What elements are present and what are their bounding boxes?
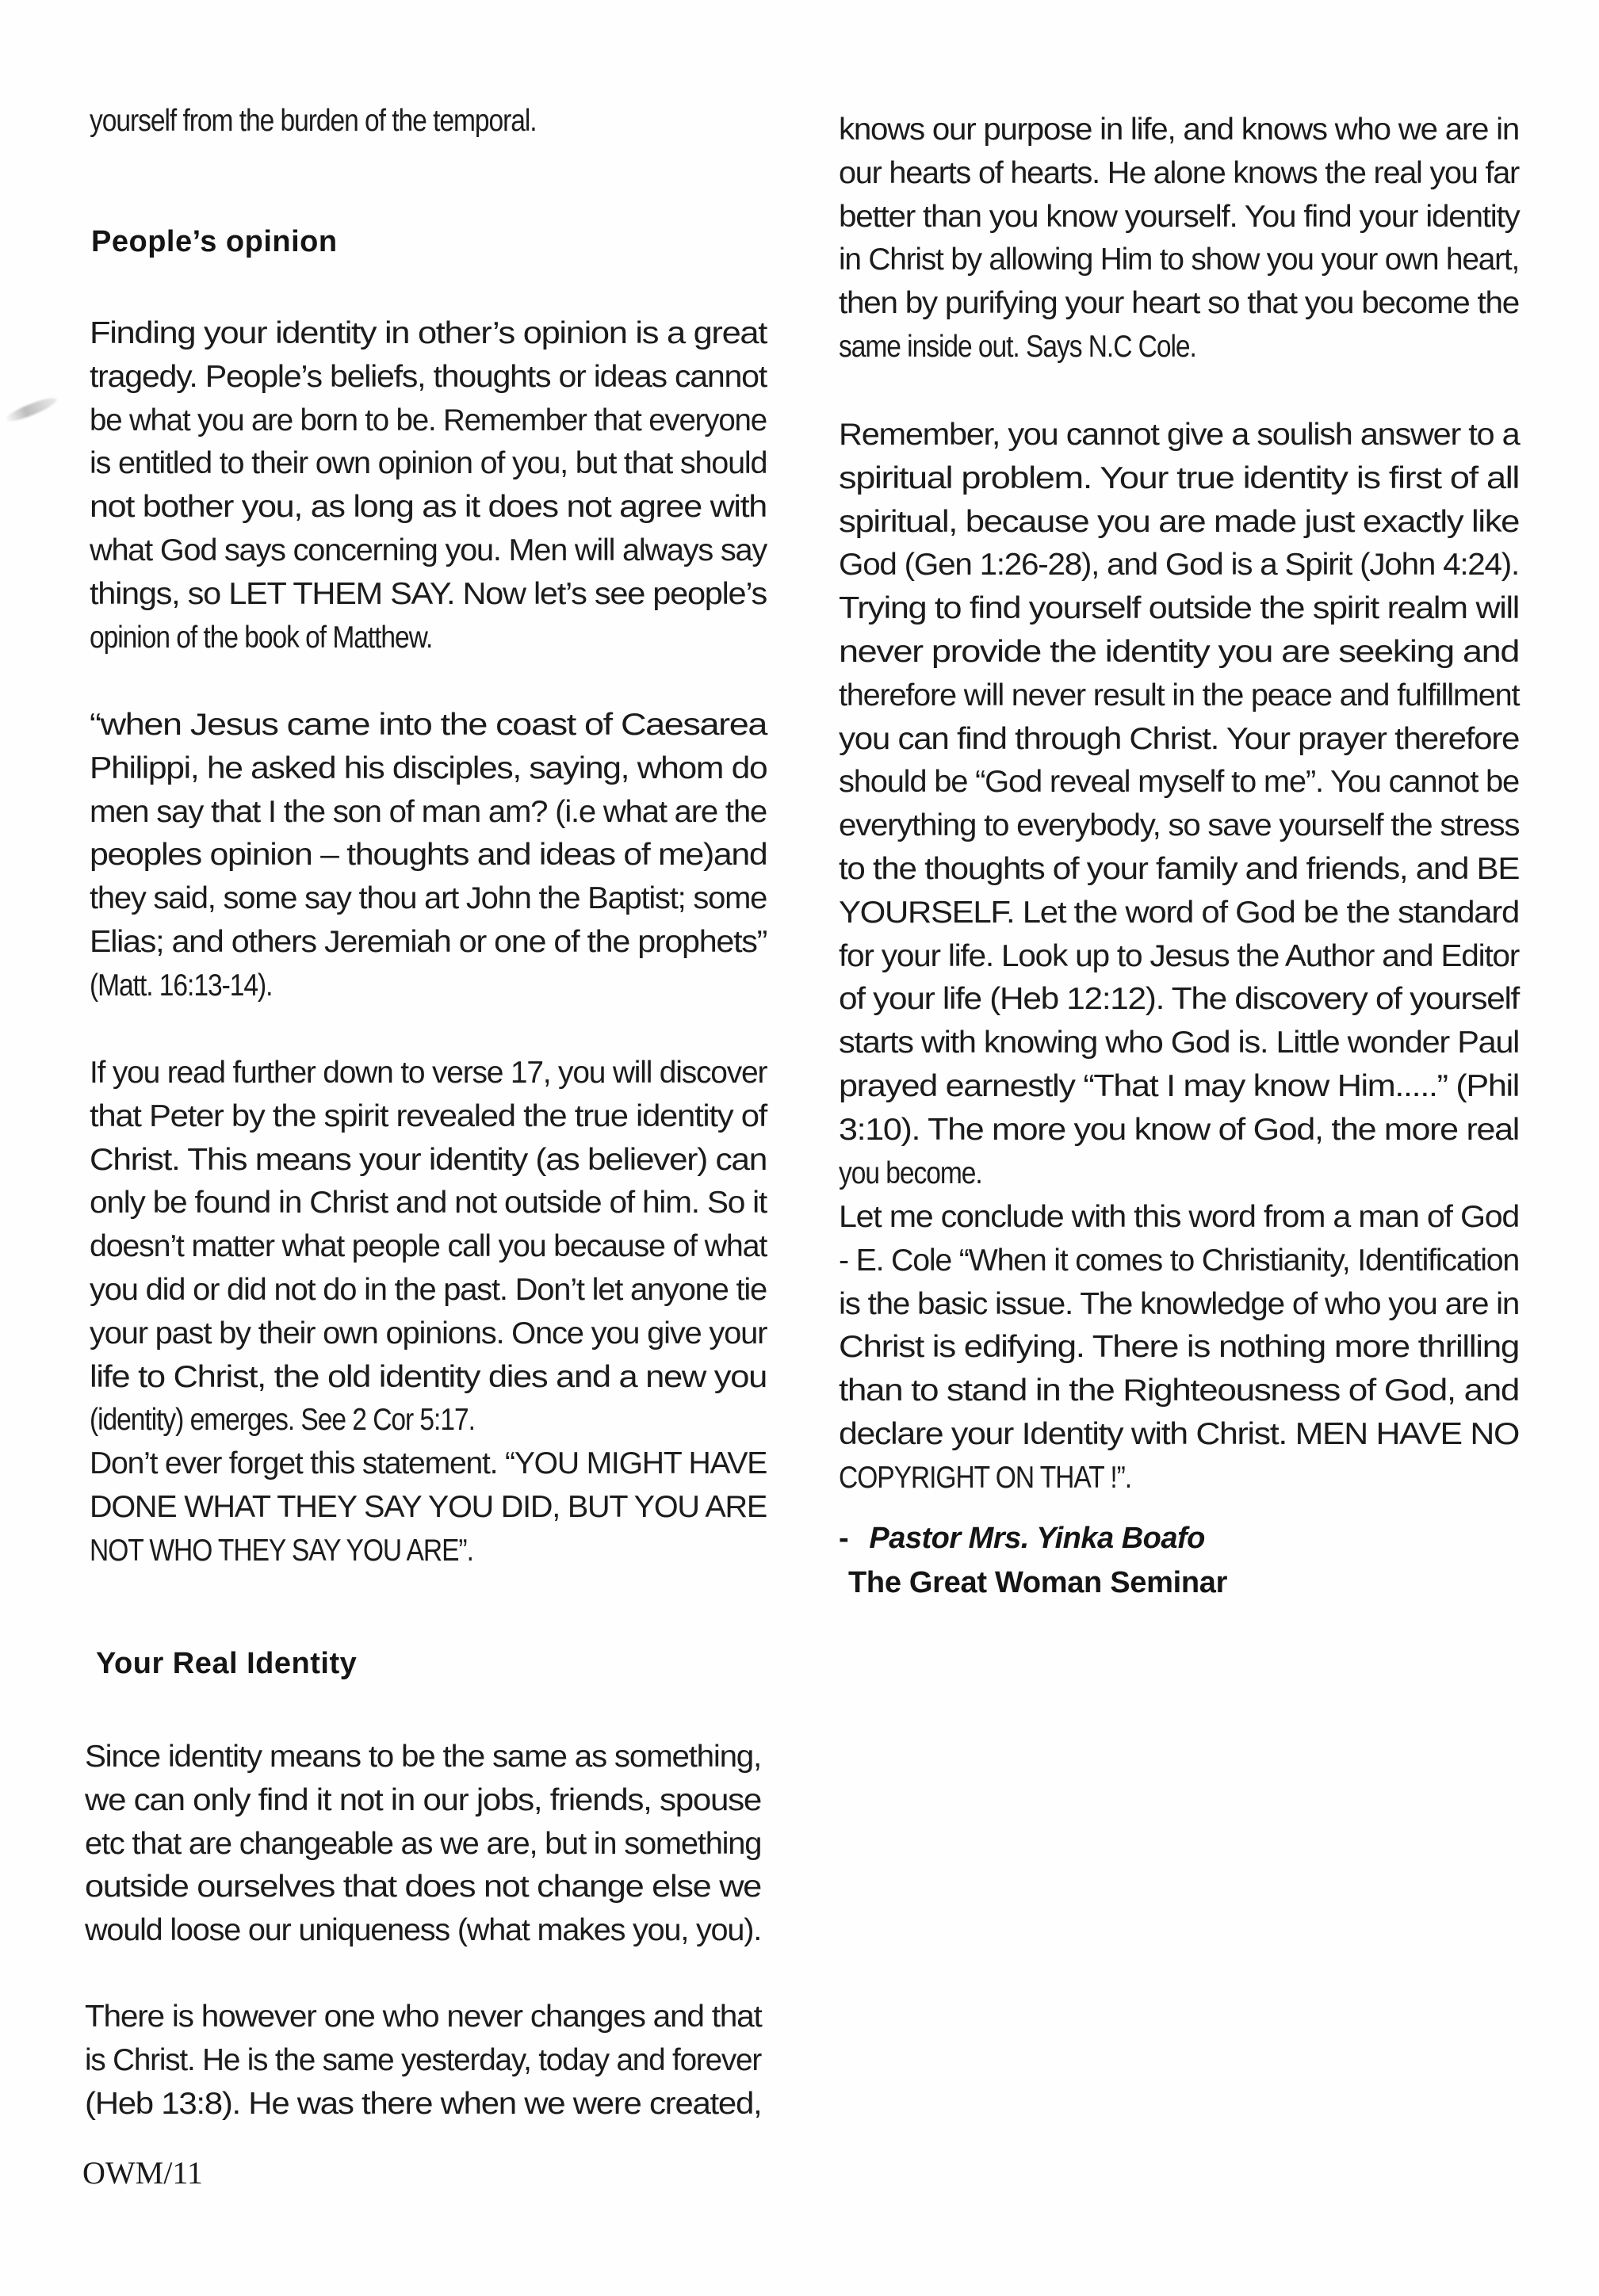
paragraph-peoples-opinion-2 [90,704,767,1008]
text-line: they said, some say thou art John the Baptist; some [90,881,767,916]
text-line: life to Christ, the old identity dies and a new you [90,1359,767,1394]
text-line: to the thoughts of your family and friends, and BE [839,851,1520,886]
text-line: you did or did not do in the past. Don’t let anyone tie [90,1272,767,1307]
text-line: Let me conclude with this word from a man of God [839,1200,1520,1234]
section-heading-real-identity: Your Real Identity [96,1647,358,1680]
text-line: we can only find it not in our jobs, friends, spouse [85,1782,761,1817]
text-line: better than you know yourself. You find your identity [839,199,1520,234]
paragraph-peoples-opinion-4 [90,1442,767,1572]
text-line: prayed earnestly “That I may know Him.....” (Phil [839,1068,1520,1103]
text-line: only be found in Christ and not outside of him. So it [90,1186,767,1221]
text-line: opinion of the book of Matthew. [90,620,433,655]
text-line: etc that are changeable as we are, but in something [85,1826,762,1861]
signature-name-line [839,1516,1227,1561]
text-line: you can find through Christ. Your prayer therefore [839,721,1520,756]
signature-dash: - [839,1522,849,1555]
scan-smudge-mark [3,394,59,425]
signature-organization-line [839,1561,1227,1605]
text-line: DONE WHAT THEY SAY YOU DID, BUT YOU ARE [90,1489,767,1524]
text-line: outside ourselves that does not change else we [85,1870,761,1904]
text-line: yourself from the burden of the temporal. [90,104,537,138]
intro-text [90,100,767,143]
text-line: than to stand in the Righteousness of God, and [839,1373,1519,1408]
text-line: Remember, you cannot give a soulish answer to a [839,418,1520,452]
text-line: doesn’t matter what people call you because of what [90,1229,767,1264]
paragraph-real-identity-2 [85,1996,761,2126]
text-line: Elias; and others Jeremiah or one of the prophets” [90,924,767,959]
text-line: declare your Identity with Christ. MEN HAVE NO [839,1416,1520,1451]
text-line: (identity) emerges. See 2 Cor 5:17. [90,1403,475,1438]
section-heading-peoples-opinion: People’s opinion [91,225,338,258]
text-line: is the basic issue. The knowledge of who you are in [839,1286,1520,1321]
text-line: that Peter by the spirit revealed the true identity of [90,1098,767,1133]
text-line: Don’t ever forget this statement. “YOU MIGHT HAVE [90,1446,767,1480]
text-line: things, so LET THEM SAY. Now let’s see people’s [90,576,767,611]
text-line: then by purifying your heart so that you become the [839,286,1519,321]
text-line: is Christ. He is the same yesterday, today and forever [85,2042,762,2077]
text-line: 3:10). The more you know of God, the more real [839,1112,1519,1147]
text-line: God (Gen 1:26-28), and God is a Spirit (John 4:24). [839,548,1519,583]
signature-author-name: Pastor Mrs. Yinka Boafo [869,1522,1205,1555]
text-line: Christ. This means your identity (as believer) can [90,1142,767,1177]
text-line: in Christ by allowing Him to show you your own heart, [839,243,1520,277]
text-line: men say that I the son of man am? (i.e what are the [90,794,767,829]
text-line: peoples opinion – thoughts and ideas of me)and [90,838,767,873]
text-line: for your life. Look up to Jesus the Author and Editor [839,938,1520,973]
paragraph-right-1 [839,109,1519,369]
text-line: you become. [839,1156,982,1190]
text-line: (Heb 13:8). He was there when we were created, [85,2086,762,2121]
text-line: NOT WHO THEY SAY YOU ARE”. [90,1533,473,1568]
text-line: should be “God reveal myself to me”. You cannot be [839,765,1520,800]
text-line: same inside out. Says N.C Cole. [839,329,1196,364]
page-footer-code: OWM/11 [82,2155,203,2191]
signature-organization: The Great Woman Seminar [848,1566,1228,1599]
text-line: YOURSELF. Let the word of God be the standard [839,895,1520,930]
text-line: spiritual, because you are made just exactly like [839,504,1520,539]
text-line: never provide the identity you are seeking and [839,634,1520,669]
text-line: knows our purpose in life, and knows who we are in [839,113,1520,147]
text-line: what God says concerning you. Men will always say [90,533,767,567]
text-line: Trying to find yourself outside the spirit realm will [839,591,1520,626]
text-line: everything to everybody, so save yourself the stress [839,808,1520,843]
text-line: Since identity means to be the same as something, [85,1740,762,1774]
text-line: therefore will never result in the peace and fulfillment [839,678,1520,712]
text-line: is entitled to their own opinion of you, but that should [90,446,767,481]
signature-block [839,1516,1227,1605]
text-line: “when Jesus came into the coast of Caesarea [90,708,767,742]
text-line: your past by their own opinions. Once you give your [90,1316,767,1350]
text-line: - E. Cole “When it comes to Christianity, Identification [839,1243,1520,1278]
paragraph-right-2 [839,414,1519,1195]
text-line: Christ is edifying. There is nothing more thrilling [839,1330,1519,1365]
text-line: would loose our uniqueness (what makes you, you). [85,1913,762,1948]
text-line: spiritual problem. Your true identity is first of all [839,460,1520,495]
text-line: tragedy. People’s beliefs, thoughts or ideas cannot [90,359,767,394]
text-line: (Matt. 16:13-14). [90,968,273,1003]
text-line: of your life (Heb 12:12). The discovery of yourself [839,982,1520,1017]
text-line: be what you are born to be. Remember that everyone [90,403,767,437]
text-line: COPYRIGHT ON THAT !”. [839,1460,1132,1495]
paragraph-peoples-opinion-1 [90,312,767,659]
text-line: Philippi, he asked his disciples, saying, whom do [90,751,767,785]
text-line: If you read further down to verse 17, you will discover [90,1056,767,1090]
text-line: our hearts of hearts. He alone knows the real you far [839,155,1520,190]
text-line: not bother you, as long as it does not agree with [90,490,767,525]
paragraph-real-identity-1 [85,1736,761,1953]
paragraph-peoples-opinion-3 [90,1052,767,1442]
text-line: starts with knowing who God is. Little wonder Paul [839,1026,1520,1060]
text-line: Finding your identity in other’s opinion is a great [90,316,767,350]
paragraph-right-3 [839,1196,1519,1500]
text-line: There is however one who never changes and that [85,2000,762,2034]
